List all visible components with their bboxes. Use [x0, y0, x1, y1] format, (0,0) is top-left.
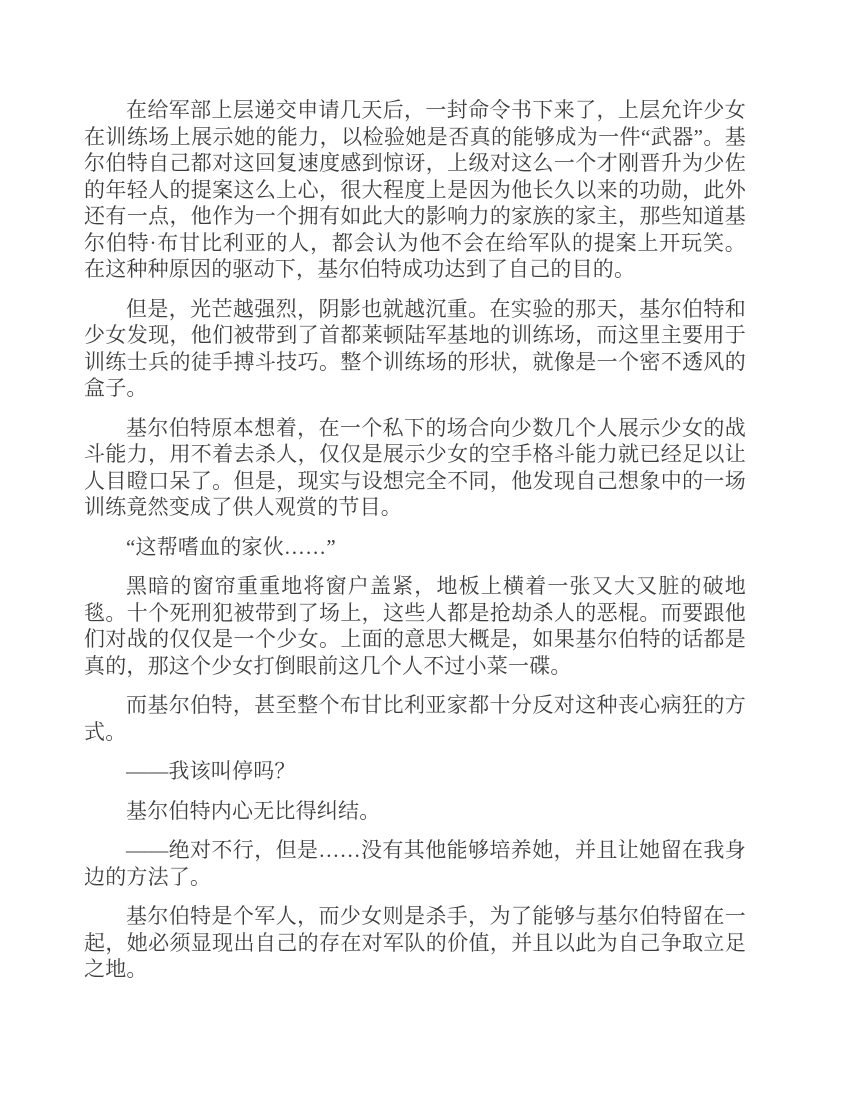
- paragraph-1: 在给军部上层递交申请几天后，一封命令书下来了，上层允许少女在训练场上展示她的能力，以检验她是否真的能够成为一件“武器”。基尔伯特自己都对这回复速度感到惊讶，上级对这么一个才刚晋升为少佐的年轻人的提案这么上心，很大程度上是因为他长久以来的功勋，此外还有一点，他作为一个拥有如此大的影响力的家族的家主，那些知道基尔伯特·布甘比利亚的人，都会认为他不会在给军队的提案上开玩笑。在这种种原因的驱动下，基尔伯特成功达到了自己的目的。: [84, 98, 746, 281]
- paragraph-3: 基尔伯特原本想着，在一个私下的场合向少数几个人展示少女的战斗能力，用不着去杀人，仅仅是展示少女的空手格斗能力就已经足以让人目瞪口呆了。但是，现实与设想完全不同，他发现自己想象中的一场训练竟然变成了供人观赏的节目。: [84, 415, 746, 519]
- paragraph-10: 基尔伯特是个军人，而少女则是杀手，为了能够与基尔伯特留在一起，她必须显现出自己的存在对军队的价值，并且以此为自己争取立足之地。: [84, 904, 746, 981]
- paragraph-9-inner-thought: ——绝对不行，但是……没有其他能够培养她，并且让她留在我身边的方法了。: [84, 838, 746, 889]
- paragraph-2: 但是，光芒越强烈，阴影也就越沉重。在实验的那天，基尔伯特和少女发现，他们被带到了首都莱顿陆军基地的训练场，而这里主要用于训练士兵的徒手搏斗技巧。整个训练场的形状，就像是一个密不透风的盒子。: [84, 296, 746, 400]
- paragraph-5: 黑暗的窗帘重重地将窗户盖紧，地板上横着一张又大又脏的破地毯。十个死刑犯被带到了场上，这些人都是抢劫杀人的恶棍。而要跟他们对战的仅仅是一个少女。上面的意思大概是，如果基尔伯特的话都是真的，那这个少女打倒眼前这几个人不过小菜一碟。: [84, 574, 746, 678]
- paragraph-6: 而基尔伯特，甚至整个布甘比利亚家都十分反对这种丧心病狂的方式。: [84, 693, 746, 744]
- paragraph-7-inner-thought: ——我该叫停吗？: [126, 759, 296, 783]
- paragraph-4-dialogue: “这帮嗜血的家伙……”: [126, 534, 336, 559]
- paragraph-8: 基尔伯特内心无比得纠结。: [126, 798, 381, 823]
- document-page: [84, 97, 746, 996]
